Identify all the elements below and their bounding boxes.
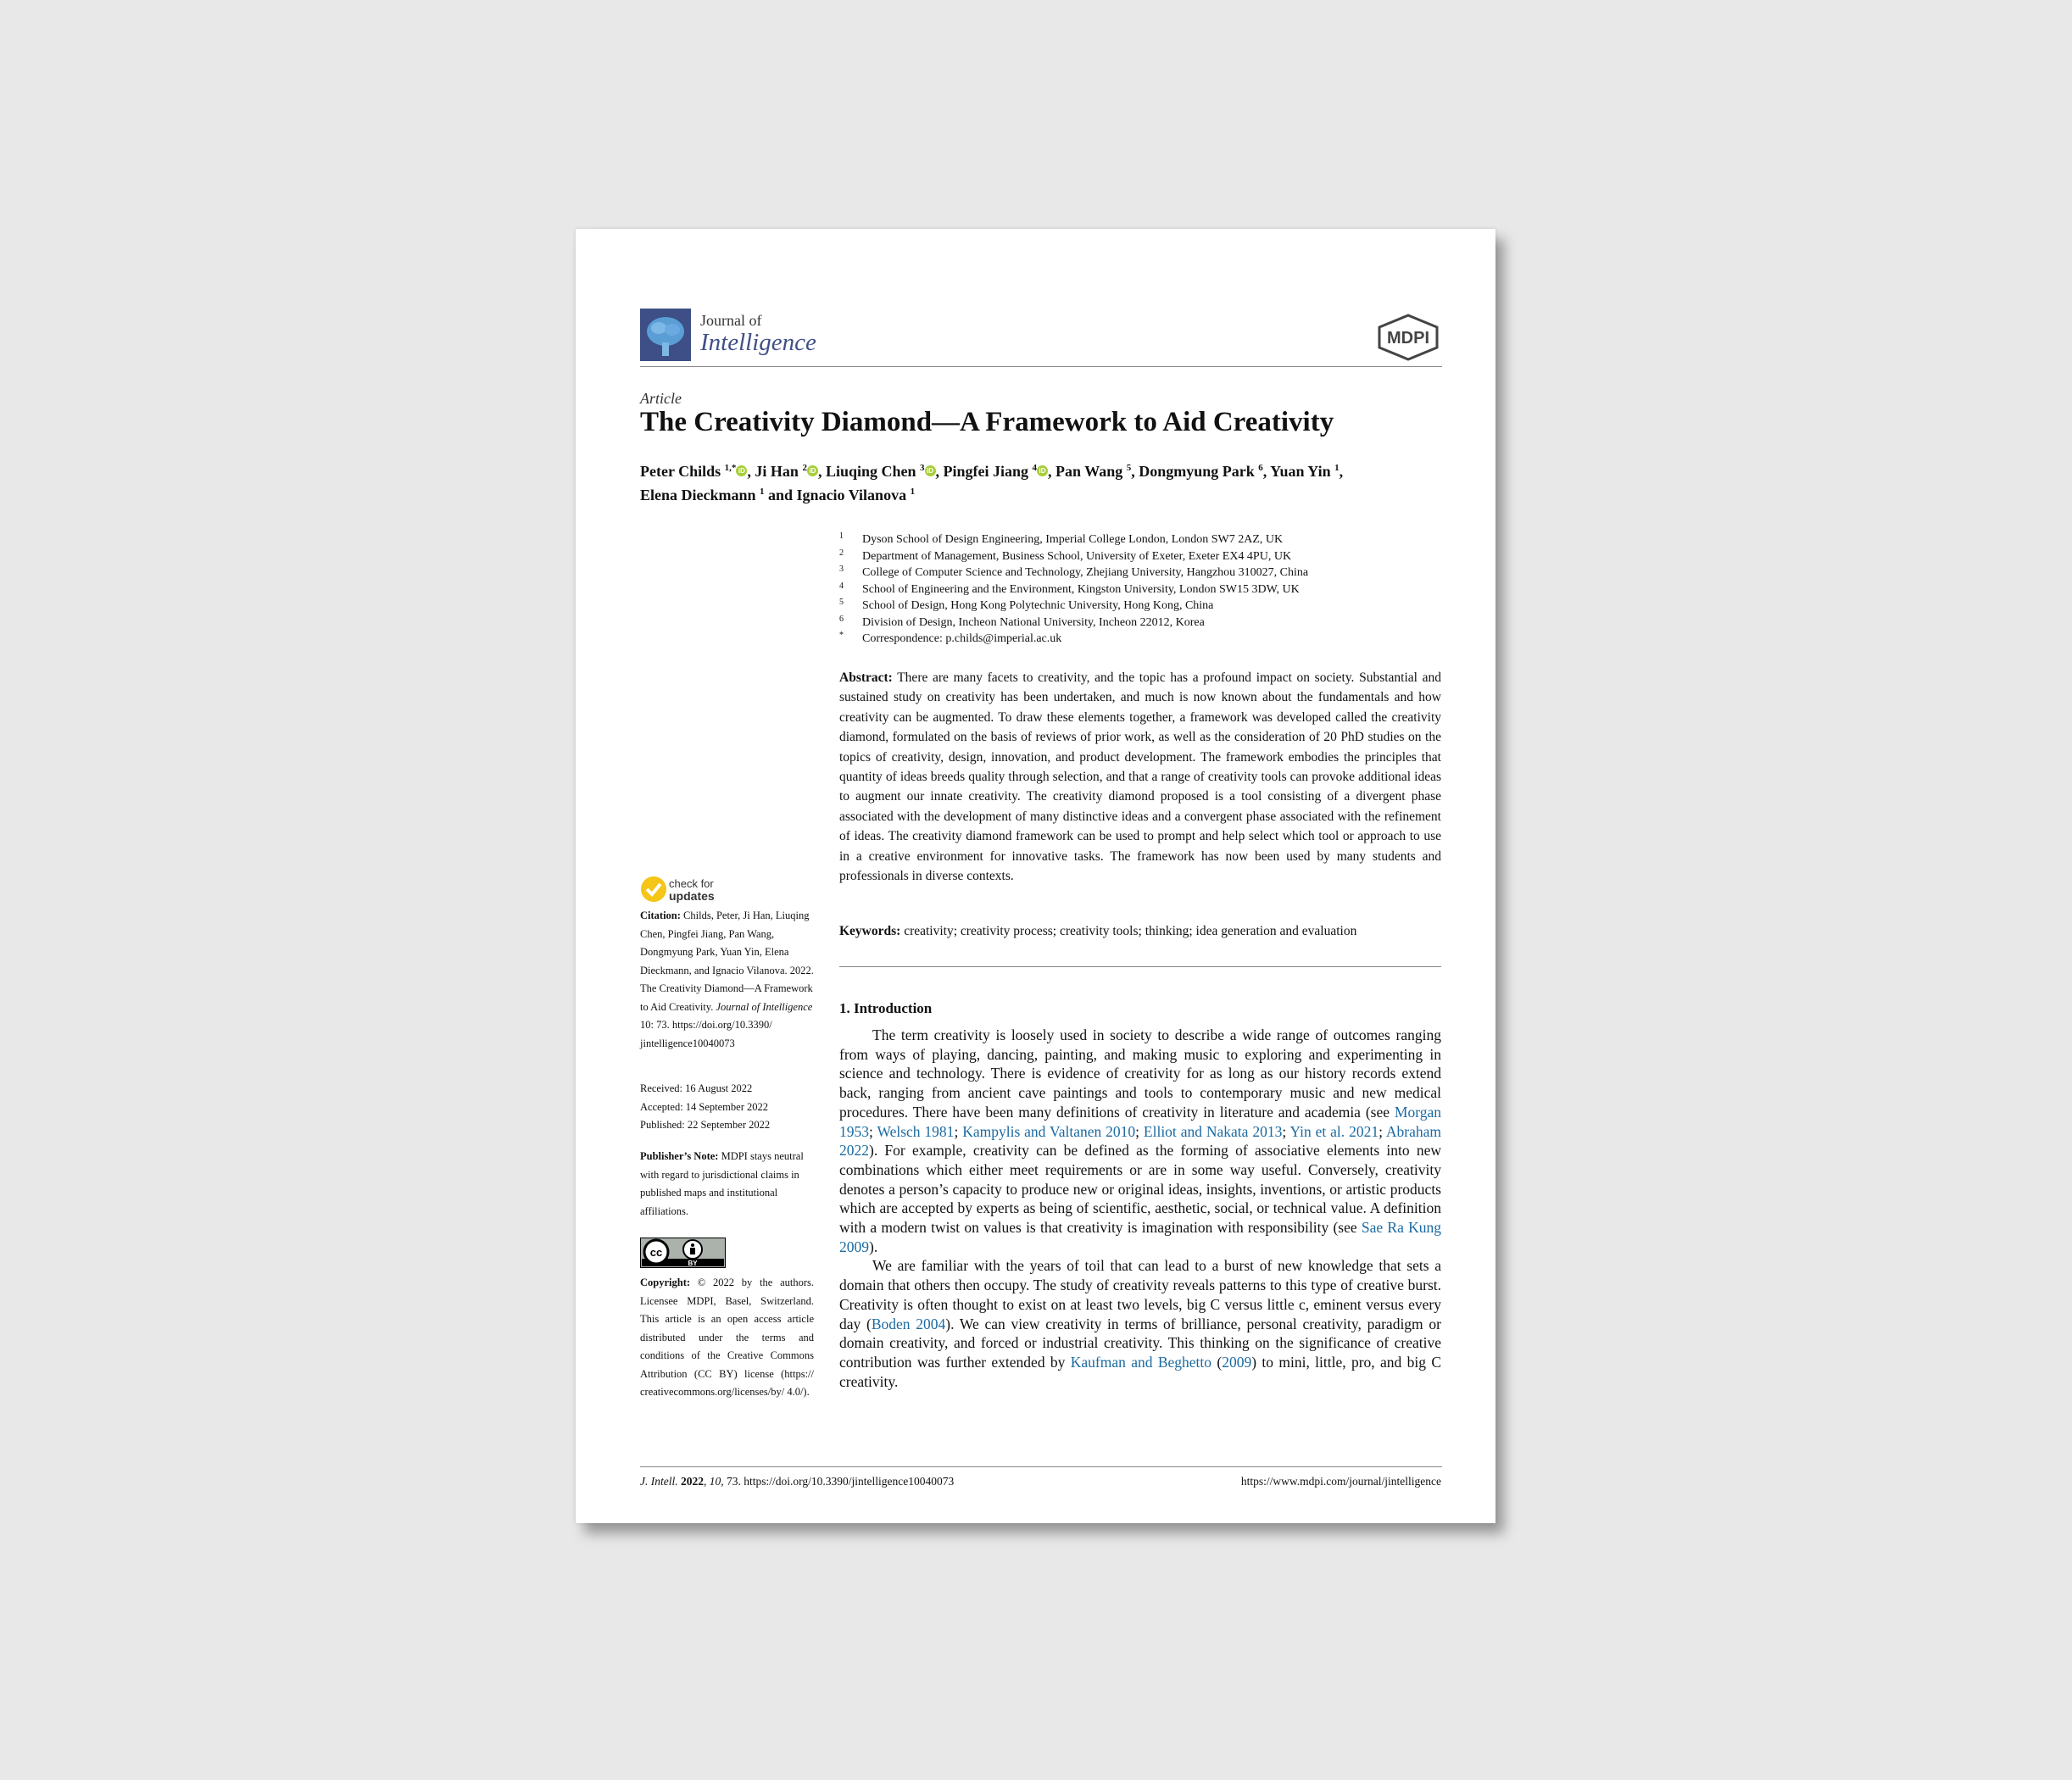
- author-affiliation-marker: 5: [1126, 463, 1132, 473]
- affiliation-item: [839, 615, 1433, 631]
- affiliation-text: Dyson School of Design Engineering, Imperial College London, London SW7 2AZ, UK: [862, 533, 1284, 546]
- affiliation-text: School of Engineering and the Environment, Kingston University, London SW15 3DW, UK: [862, 582, 1300, 596]
- author: Yuan Yin: [1270, 463, 1331, 480]
- author-affiliation-marker: 1: [1334, 463, 1340, 473]
- author-affiliation-marker: 4: [1032, 463, 1038, 473]
- affiliation-number: 6: [839, 614, 844, 624]
- cc-by-license-icon[interactable]: [640, 1238, 726, 1268]
- check-updates-label[interactable]: check for updates: [669, 877, 715, 903]
- affiliation-item: [839, 581, 1433, 598]
- journal-of-label: Journal of: [700, 312, 762, 329]
- author: Pan Wang: [1055, 463, 1123, 480]
- paragraph-text: ;: [1135, 1122, 1144, 1140]
- abstract-label: Abstract:: [839, 670, 893, 685]
- cc-by-label: BY: [688, 1260, 698, 1267]
- paragraph-text: The term creativity is loosely used in society to describe a wide range of outcomes ranging from ways of playing, dancing, painting, and making music to exploring and experimenting in science and technology. There is evidence of creativity for as long as our history records extend back, ranging from ancient cave paintings and tools to contemporary music and new medical procedures. There have been many definitions of creativity in literature and academia (see: [839, 1026, 1441, 1121]
- author: Ji Han: [755, 463, 799, 480]
- check-updates-icon[interactable]: [640, 876, 667, 907]
- affiliation-text: Department of Management, Business School, University of Exeter, Exeter EX4 4PU, UK: [862, 549, 1292, 563]
- mdpi-logo: [1376, 314, 1444, 365]
- citation-link[interactable]: Elliot and Nakata 2013: [1143, 1122, 1283, 1140]
- affiliation-number: 1: [839, 531, 844, 541]
- author-affiliation-marker: 6: [1258, 463, 1263, 473]
- orcid-icon[interactable]: iD: [736, 465, 747, 476]
- footer-citation: J. Intell. 2022, 10, 73. https://doi.org/10.3390/jintelligence10040073: [640, 1475, 955, 1488]
- affiliations: [839, 531, 1433, 648]
- orcid-icon[interactable]: iD: [807, 465, 818, 476]
- affiliation-number: 3: [839, 565, 844, 574]
- paragraph-text: (: [1211, 1353, 1223, 1371]
- affiliation-text: Division of Design, Incheon National University, Incheon 22012, Korea: [862, 615, 1205, 629]
- footer-url[interactable]: https://www.mdpi.com/journal/jintelligence: [1240, 1475, 1441, 1488]
- journal-name: Intelligence: [700, 329, 816, 356]
- author: Ignacio Vilanova: [796, 487, 907, 503]
- paper-title: The Creativity Diamond—A Framework to Aid Creativity: [640, 407, 1334, 437]
- citation-link[interactable]: 2009: [1222, 1353, 1252, 1371]
- paper-page: [576, 229, 1496, 1523]
- paragraph-text: ;: [1282, 1122, 1290, 1140]
- affiliation-text: Correspondence: p.childs@imperial.ac.uk: [862, 632, 1062, 645]
- affiliation-text: College of Computer Science and Technology, Zhejiang University, Hangzhou 310027, China: [862, 566, 1309, 579]
- paragraph: [839, 1256, 1441, 1391]
- author-affiliation-marker: 2: [802, 463, 807, 473]
- affiliation-item: [839, 631, 1433, 648]
- author: Elena Dieckmann: [640, 487, 756, 503]
- affiliation-text: School of Design, Hong Kong Polytechnic University, Hong Kong, China: [862, 599, 1214, 612]
- affiliation-item: [839, 598, 1433, 615]
- author-list: Peter Childs $^{1,*}$ iD , Ji Han $^2$ iD , Liuqing Chen $^3$ iD , Pingfei Jiang $^4$ iD , Pan Wang $^5$, Dongmyung Park $^6$, Yuan Yin $^1$, Elena Dieckmann $^1$ and Ignacio Vilanova $^1$: [640, 463, 1344, 503]
- paragraph-text: ;: [954, 1122, 963, 1140]
- author-affiliation-marker: 1,*: [724, 463, 737, 473]
- journal-logo: [640, 309, 691, 361]
- citation-link[interactable]: Sae Ra Kung 2009: [839, 1219, 1441, 1255]
- orcid-icon[interactable]: iD: [1037, 465, 1048, 476]
- header-rule: [640, 366, 1442, 367]
- paragraph-text: We are familiar with the years of toil that can lead to a burst of new knowledge that sets a domain that others then occupy. The study of creativity reveals patterns to this type of creative burst. Creativity is often thought to exist on at least two levels, big C versus little c, eminent versus every day (: [839, 1257, 1441, 1332]
- keywords-label: Keywords:: [839, 924, 901, 938]
- dates: [640, 1080, 814, 1135]
- keywords: [839, 924, 1441, 939]
- author: Dongmyung Park: [1139, 463, 1255, 480]
- citation: Citation: Childs, Peter, Ji Han, Liuqing Chen, Pingfei Jiang, Pan Wang, Dongmyung Park, Yuan Yin, Elena Dieckmann, and Ignacio Vilanova. 2022. The Creativity Diamond—A Framework to Aid Creativity. Journal of Intelligence 10: 73. https://doi.org/10.3390/ jintelligence10040073: [640, 909, 814, 1049]
- svg-text:cc: cc: [649, 1246, 663, 1259]
- affiliation-number: 2: [839, 548, 844, 558]
- body-text: [839, 1026, 1441, 1391]
- citation-link[interactable]: Welsch 1981: [877, 1122, 955, 1140]
- author-affiliation-marker: 1: [910, 487, 916, 497]
- affiliation-item: [839, 565, 1433, 581]
- citation-link[interactable]: Abraham 2022: [839, 1122, 1441, 1160]
- copyright: Copyright: © 2022 by the authors. Licensee MDPI, Basel, Switzerland. This article is an open access article distributed under the terms and conditions of the Creative Commons Attribution (CC BY) license (https:// creativecommons.org/licenses/by/ 4.0/).: [640, 1277, 815, 1398]
- mdpi-logo-text: MDPI: [1387, 329, 1429, 348]
- accepted-date: Accepted: 14 September 2022: [640, 1100, 768, 1113]
- affiliation-number: 4: [839, 581, 844, 591]
- paragraph-text: ) to mini, little, pro, and big C creativity.: [839, 1353, 1442, 1390]
- abstract: [839, 668, 1441, 886]
- paragraph-text: ).: [869, 1238, 878, 1255]
- citation-link[interactable]: Kampylis and Valtanen 2010: [962, 1122, 1136, 1140]
- footer-rule: [640, 1466, 1442, 1467]
- citation-link[interactable]: Boden 2004: [871, 1315, 946, 1332]
- published-date: Published: 22 September 2022: [640, 1119, 771, 1131]
- citation-link[interactable]: Kaufman and Beghetto: [1070, 1353, 1212, 1371]
- affiliation-number: *: [839, 631, 844, 640]
- citation-link[interactable]: Yin et al. 2021: [1289, 1122, 1379, 1140]
- affiliation-item: [839, 531, 1433, 548]
- paragraph-text: ;: [869, 1122, 877, 1140]
- paragraph-text: ). We can view creativity in terms of brilliance, personal creativity, paradigm or domain creativity, and forced or industrial creativity. This thinking on the significance of creative contribution was further extended by: [839, 1315, 1441, 1371]
- brain-icon: [640, 309, 691, 361]
- article-type: Article: [640, 390, 682, 407]
- publisher-note: Publisher’s Note: MDPI stays neutral with regard to jurisdictional claims in published maps and institutional affiliations.: [640, 1150, 804, 1217]
- affiliation-item: [839, 548, 1433, 565]
- keywords-text: creativity; creativity process; creativity tools; thinking; idea generation and evaluation: [904, 924, 1357, 938]
- paragraph-text: ;: [1379, 1122, 1386, 1140]
- affiliation-number: 5: [839, 598, 844, 607]
- paragraph-text: ). For example, creativity can be defined as the forming of associative elements into new combinations which either meet requirements or are in some way useful. Conversely, creativity denotes a person’s capacity to produce new or original ideas, insights, inventions, or artistic products which are accepted by experts as being of scientific, aesthetic, social, or technical value. A definition with a modern twist on values is that creativity is imagination with responsibility (see: [839, 1142, 1441, 1237]
- citation-link[interactable]: Morgan 1953: [839, 1103, 1441, 1140]
- keywords-rule: [839, 966, 1441, 967]
- author: Peter Childs: [640, 463, 721, 480]
- author-affiliation-marker: 1: [760, 487, 765, 497]
- orcid-icon[interactable]: iD: [925, 465, 936, 476]
- author-affiliation-marker: 3: [920, 463, 925, 473]
- section-heading: 1. Introduction: [839, 1000, 933, 1016]
- author: Pingfei Jiang: [943, 463, 1029, 480]
- paragraph: [839, 1026, 1441, 1256]
- received-date: Received: 16 August 2022: [640, 1082, 753, 1094]
- abstract-text: There are many facets to creativity, and the topic has a profound impact on society. Substantial and sustained study on creativity has been undertaken, and much is now known about the fundamentals and how creativity can be augmented. To draw these elements together, a framework was developed called the creativity diamond, formulated on the basis of reviews of prior work, as well as the consideration of 20 PhD studies on the topics of creativity, design, innovation, and product development. The framework embodies the principles that quantity of ideas breeds quality through selection, and that a range of creativity tools can provoke additional ideas to augment our innate creativity. The creativity diamond proposed is a tool consisting of a divergent phase associated with the development of many distinctive ideas and a convergent phase associated with the refinement of ideas. The creativity diamond framework can be used to prompt and help select which tool or approach to use in a creative environment for innovative tasks. The framework has now been used by many students and professionals in diverse contexts.: [839, 670, 1441, 884]
- author: Liuqing Chen: [825, 463, 916, 480]
